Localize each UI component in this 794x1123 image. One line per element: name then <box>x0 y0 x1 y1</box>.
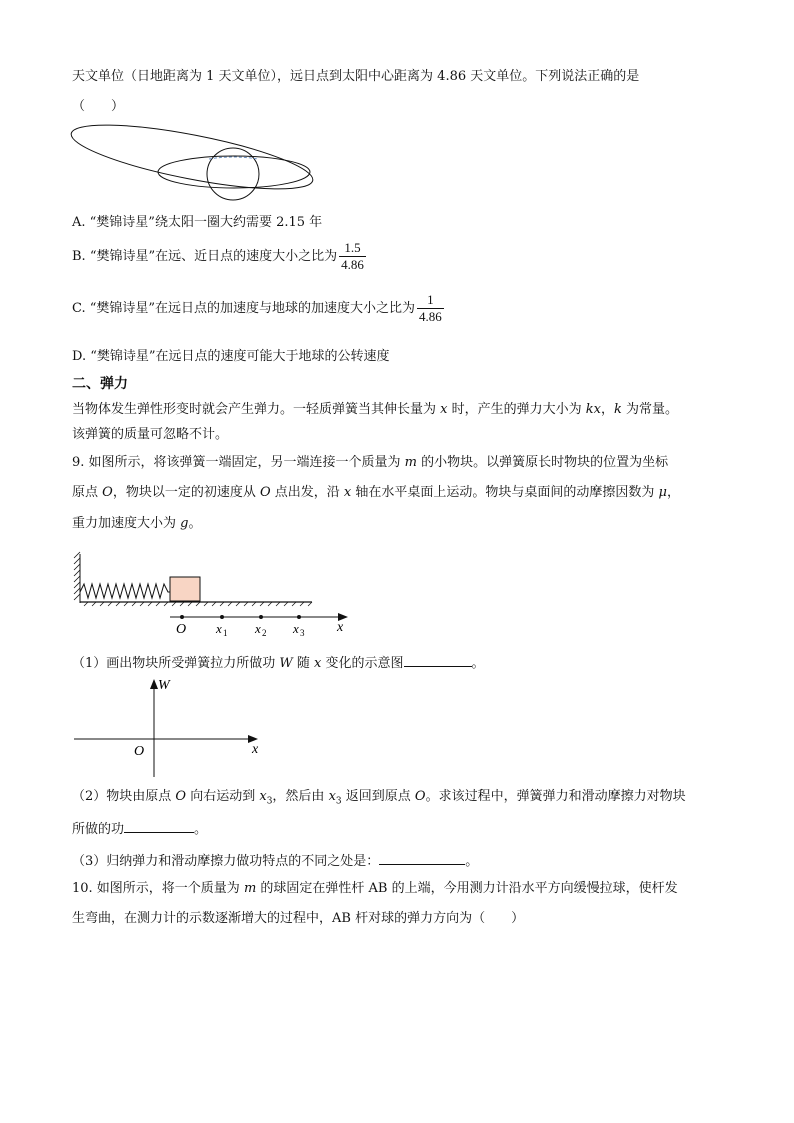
label-x1: x <box>216 621 222 636</box>
sub1-answer-blank[interactable] <box>404 652 472 667</box>
x1-dot <box>220 615 224 619</box>
hidden-orbit-segment <box>209 157 258 159</box>
q9-l1-a: 9. 如图所示，将该弹簧一端固定，另一端连接一个质量为 <box>72 455 405 470</box>
sub2-end: 。 <box>194 822 208 837</box>
q10-line-1 <box>72 880 678 898</box>
q9-l3-g: g <box>180 516 189 531</box>
q9-l1-m: m <box>404 455 417 470</box>
sub1-a: （1）画出物块所受弹簧拉力所做功 <box>72 656 280 671</box>
sub1-x: x <box>314 656 322 671</box>
sub2-x3b-sub: 3 <box>335 796 342 807</box>
axis-label-W: W <box>158 678 170 693</box>
option-c-text: C. “樊锦诗星”在远日点的加速度与地球的加速度大小之比为 <box>72 301 416 316</box>
sub2-x3b: x <box>328 789 336 804</box>
p1-x: x <box>440 402 448 417</box>
sub1-W: W <box>279 656 293 671</box>
option-c-numerator: 1 <box>417 292 444 309</box>
label-x-axis: x <box>337 620 344 635</box>
q9-l2-b: ，物块以一定的初速度从 <box>112 485 260 500</box>
q10-line-2: 生弯曲，在测力计的示数逐渐增大的过程中，AB 杆对球的弹力方向为（ ） <box>72 911 525 926</box>
option-b-numerator: 1.5 <box>339 240 366 257</box>
outer-orbit <box>67 112 317 202</box>
sub2-O: O <box>175 789 187 804</box>
option-b-denominator: 4.86 <box>341 257 364 272</box>
sub2-answer-blank[interactable] <box>124 818 194 833</box>
sub2-x3: x <box>259 789 267 804</box>
q10-l1-b: 的球固定在弹性杆 AB 的上端，今用测力计沿水平方向缓慢拉球，使杆发 <box>256 881 678 896</box>
option-d: D. “樊锦诗星”在远日点的速度可能大于地球的公转速度 <box>72 349 390 364</box>
x2-dot <box>259 615 263 619</box>
option-c-denominator: 4.86 <box>419 309 442 324</box>
option-b <box>72 240 366 273</box>
orbit-diagram <box>68 126 328 206</box>
sub2-b: 向右运动到 <box>186 789 260 804</box>
earth-orbit <box>158 156 310 188</box>
axis-label-x: x <box>252 742 259 757</box>
p1-kx: kx <box>585 402 601 417</box>
sub2-e: 。求该过程中，弹簧弹力和滑动摩擦力对物块 <box>425 789 686 804</box>
wall-hatching <box>74 552 80 600</box>
q9-sub2-line-1 <box>72 788 686 811</box>
spring-block-diagram <box>72 548 362 638</box>
sub2-O2: O <box>414 789 426 804</box>
section-paragraph-2: 该弹簧的质量可忽略不计。 <box>72 427 229 442</box>
sub2-a: （2）物块由原点 <box>72 789 176 804</box>
label-x2-sub: 2 <box>262 628 267 638</box>
sub1-end: 。 <box>471 656 485 671</box>
p1-d: 为常量。 <box>621 402 679 417</box>
sub2-x3-sub: 3 <box>266 796 273 807</box>
option-c-fraction <box>417 292 444 325</box>
q9-l2-O: O <box>102 485 113 500</box>
p1-b: 时，产生的弹力大小为 <box>447 402 586 417</box>
q9-l3-b: 。 <box>188 516 202 531</box>
option-c <box>72 292 444 325</box>
sub2-l2: 所做的功 <box>72 822 125 837</box>
label-O: O <box>176 622 187 637</box>
spring <box>80 584 170 598</box>
label-x1-sub: 1 <box>223 628 228 638</box>
q9-line-1 <box>72 454 668 472</box>
sub2-c: ，然后由 <box>272 789 329 804</box>
q9-sub1 <box>72 652 485 673</box>
w-axis-arrow <box>150 679 158 689</box>
q9-l3-a: 重力加速度大小为 <box>72 516 181 531</box>
option-b-fraction <box>339 240 366 273</box>
q9-line-3 <box>72 515 201 533</box>
q9-l2-d: 轴在水平桌面上运动。物块与桌面间的动摩擦因数为 <box>351 485 659 500</box>
q9-l2-mu: μ <box>658 485 667 500</box>
q9-sub3 <box>72 850 478 871</box>
q9-l2-c: 点出发，沿 <box>270 485 344 500</box>
intro-line-1: 天文单位（日地距离为 1 天文单位），远日点到太阳中心距离为 4.86 天文单位。下列说法正确的是 <box>72 69 640 84</box>
sub3-answer-blank[interactable] <box>379 850 465 865</box>
q9-sub2-line-2 <box>72 818 207 839</box>
p1-a: 当物体发生弹性形变时就会产生弹力。一轻质弹簧当其伸长量为 <box>72 402 441 417</box>
q9-l2-O2: O <box>259 485 271 500</box>
q9-l2-e: ， <box>666 485 680 500</box>
section-title: 二、弹力 <box>72 376 128 392</box>
label-x3: x <box>293 621 299 636</box>
label-x2: x <box>255 621 261 636</box>
p1-k: k <box>613 402 622 417</box>
axis-label-O: O <box>134 744 145 759</box>
section-paragraph-1 <box>72 401 678 419</box>
q10-l1-m: m <box>243 881 257 896</box>
q10-l1-a: 10. 如图所示，将一个质量为 <box>72 881 244 896</box>
q9-l2-a: 原点 <box>72 485 103 500</box>
q9-l2-x: x <box>343 485 352 500</box>
sub3-text: （3）归纳弹力和滑动摩擦力做功特点的不同之处是： <box>72 854 380 869</box>
origin-dot <box>180 615 184 619</box>
q9-l1-b: 的小物块。以弹簧原长时物块的位置为坐标 <box>417 455 669 470</box>
q9-line-2 <box>72 484 680 502</box>
block <box>170 577 200 601</box>
label-x3-sub: 3 <box>300 628 305 638</box>
sub1-b: 随 <box>292 656 315 671</box>
w-x-axes <box>72 673 272 783</box>
p1-c: ， <box>600 402 614 417</box>
option-b-text: B. “樊锦诗星”在远、近日点的速度大小之比为 <box>72 249 338 264</box>
x3-dot <box>297 615 301 619</box>
option-a: A. “樊锦诗星”绕太阳一圈大约需要 2.15 年 <box>72 215 323 230</box>
sub2-d: 返回到原点 <box>341 789 415 804</box>
answer-bracket: （ ） <box>72 99 125 114</box>
sub1-c: 变化的示意图 <box>321 656 404 671</box>
sub3-end: 。 <box>465 854 479 869</box>
